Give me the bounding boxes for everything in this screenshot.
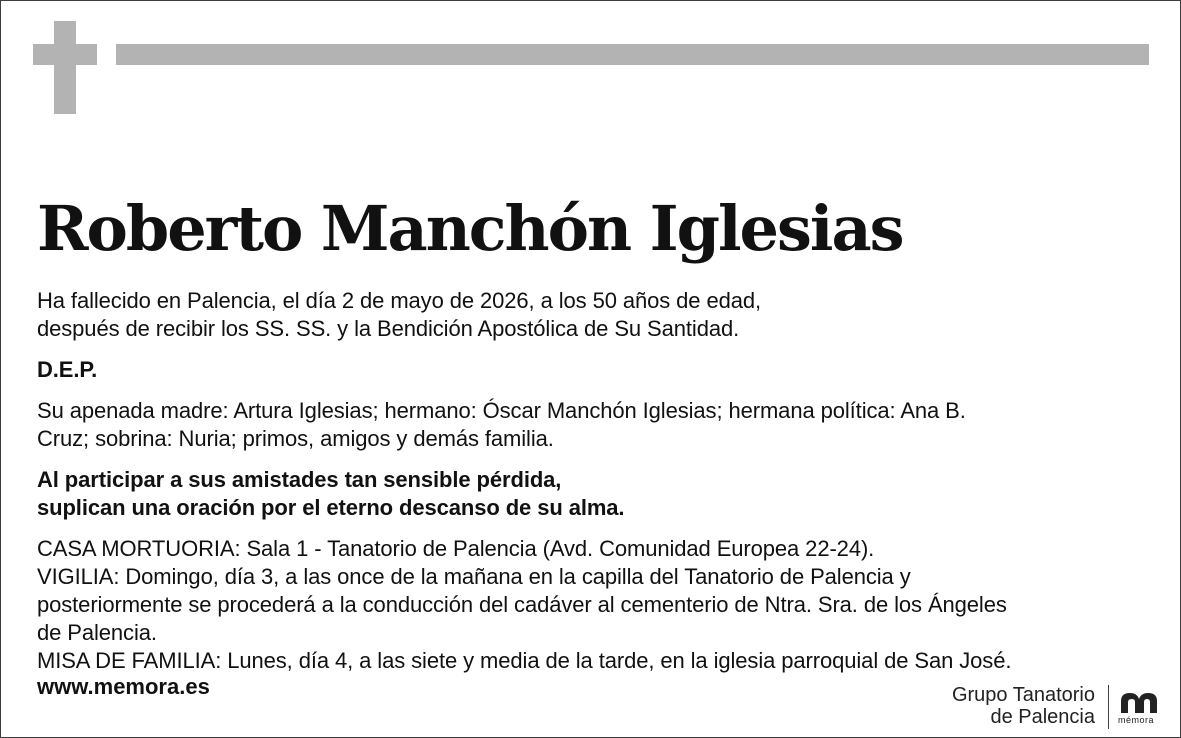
request-paragraph (37, 466, 1157, 522)
logo-line-2: de Palencia (990, 706, 1095, 728)
logo-line-1: Grupo Tanatorio (951, 684, 1095, 706)
dep-label: D.E.P. (37, 357, 98, 382)
intro-line: después de recibir los SS. SS. y la Bendición Apostólica de Su Santidad. (37, 316, 740, 341)
family-line: Cruz; sobrina: Nuria; primos, amigos y demás familia. (37, 426, 554, 451)
details-line: de Palencia. (37, 620, 157, 645)
cross-icon-vertical (54, 21, 76, 114)
header-bar (116, 44, 1149, 65)
details-paragraph (37, 535, 1157, 675)
brand-wordmark: mémora (1118, 715, 1155, 725)
request-line: Al participar a sus amistades tan sensible pérdida, (37, 467, 562, 492)
notice-body (37, 287, 1157, 675)
details-line: CASA MORTUORIA: Sala 1 - Tanatorio de Palencia (Avd. Comunidad Europea 22-24). (37, 536, 875, 561)
request-line: suplican una oración por el eterno descanso de su alma. (37, 495, 625, 520)
funeral-home-name (952, 684, 1095, 728)
deceased-name: Roberto Manchón Iglesias (37, 192, 903, 265)
cross-icon-horizontal (33, 44, 97, 65)
logo-divider (1108, 685, 1109, 729)
family-paragraph (37, 397, 1157, 453)
intro-paragraph (37, 287, 1157, 343)
family-line: Su apenada madre: Artura Iglesias; hermano: Óscar Manchón Iglesias; hermana política: Ana B. (37, 398, 966, 423)
intro-line: Ha fallecido en Palencia, el día 2 de mayo de 2026, a los 50 años de edad, (37, 288, 762, 313)
website-link[interactable]: www.memora.es (37, 674, 210, 699)
details-line: VIGILIA: Domingo, día 3, a las once de la mañana en la capilla del Tanatorio de Palencia y (37, 564, 911, 589)
details-line: posteriormente se procederá a la conducción del cadáver al cementerio de Ntra. Sra. de los Ángeles (37, 592, 1007, 617)
details-line: MISA DE FAMILIA: Lunes, día 4, a las siete y media de la tarde, en la iglesia parroquial de San José. (37, 648, 1012, 673)
